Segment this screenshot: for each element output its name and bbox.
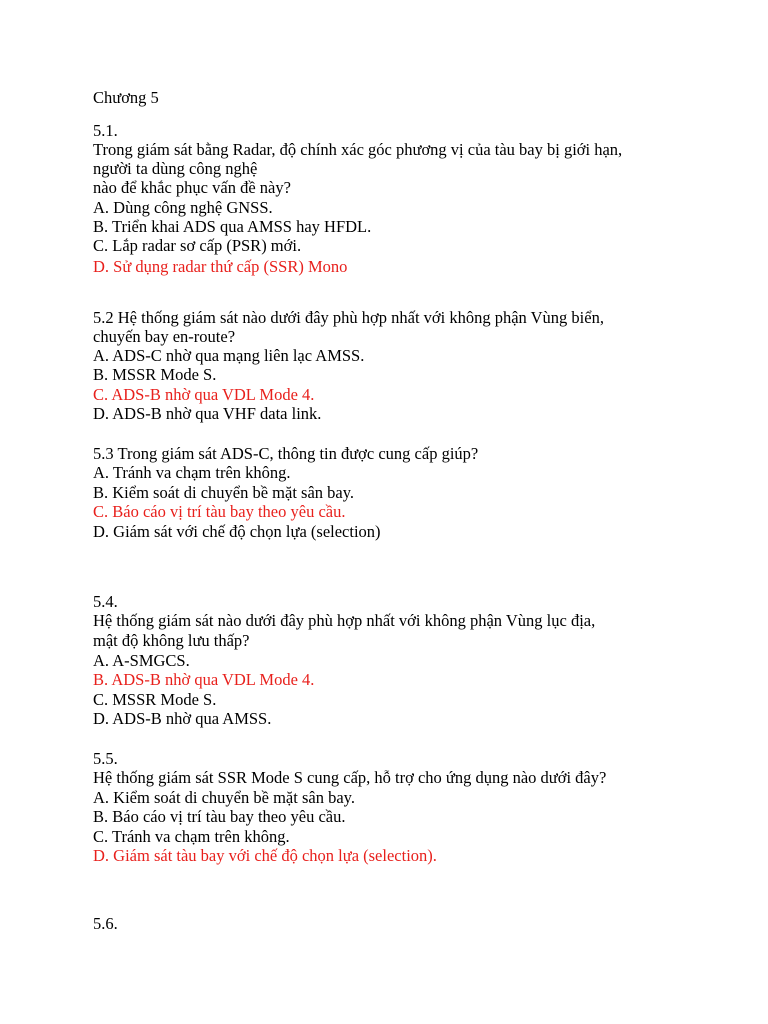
option-d-correct: D. Sử dụng radar thứ cấp (SSR) Mono (93, 257, 348, 276)
option-c: C. MSSR Mode S. (93, 690, 217, 709)
question-text-line: mật độ không lưu thấp? (93, 631, 250, 650)
question-number: 5.6. (93, 914, 118, 933)
question-text-line: Trong giám sát bằng Radar, độ chính xác góc phương vị của tàu bay bị giới hạn, (93, 140, 623, 159)
option-c-correct: C. Báo cáo vị trí tàu bay theo yêu cầu. (93, 502, 346, 521)
question-text-line: Hệ thống giám sát nào dưới đây phù hợp nhất với không phận Vùng lục địa, (93, 611, 596, 630)
question-text-line: 5.2 Hệ thống giám sát nào dưới đây phù hợp nhất với không phận Vùng biển, (93, 308, 604, 327)
option-a: A. A-SMGCS. (93, 651, 190, 670)
question-text-line: Hệ thống giám sát SSR Mode S cung cấp, hỗ trợ cho ứng dụng nào dưới đây? (93, 768, 607, 787)
option-d: D. ADS-B nhờ qua AMSS. (93, 709, 272, 728)
option-a: A. ADS-C nhờ qua mạng liên lạc AMSS. (93, 346, 365, 365)
option-a: A. Tránh va chạm trên không. (93, 463, 291, 482)
option-d: D. Giám sát với chế độ chọn lựa (selection) (93, 522, 381, 541)
question-text-line: chuyến bay en-route? (93, 327, 236, 346)
option-b: B. Triển khai ADS qua AMSS hay HFDL. (93, 217, 372, 236)
option-b: B. Kiểm soát di chuyển bề mặt sân bay. (93, 483, 355, 502)
question-text-line: 5.3 Trong giám sát ADS-C, thông tin được cung cấp giúp? (93, 444, 479, 463)
question-text-line: người ta dùng công nghệ (93, 159, 258, 178)
question-number: 5.1. (93, 121, 118, 140)
option-d: D. ADS-B nhờ qua VHF data link. (93, 404, 322, 423)
option-a: A. Dùng công nghệ GNSS. (93, 198, 273, 217)
option-c: C. Tránh va chạm trên không. (93, 827, 290, 846)
chapter-title: Chương 5 (93, 88, 159, 107)
option-b-correct: B. ADS-B nhờ qua VDL Mode 4. (93, 670, 315, 689)
option-d-correct: D. Giám sát tàu bay với chế độ chọn lựa (selection). (93, 846, 437, 865)
option-c-correct: C. ADS-B nhờ qua VDL Mode 4. (93, 385, 315, 404)
option-b: B. Báo cáo vị trí tàu bay theo yêu cầu. (93, 807, 346, 826)
option-a: A. Kiểm soát di chuyển bề mặt sân bay. (93, 788, 355, 807)
question-number: 5.5. (93, 749, 118, 768)
question-text-line: nào để khắc phục vấn đề này? (93, 178, 291, 197)
option-c: C. Lắp radar sơ cấp (PSR) mới. (93, 236, 302, 255)
question-number: 5.4. (93, 592, 118, 611)
option-b: B. MSSR Mode S. (93, 365, 217, 384)
